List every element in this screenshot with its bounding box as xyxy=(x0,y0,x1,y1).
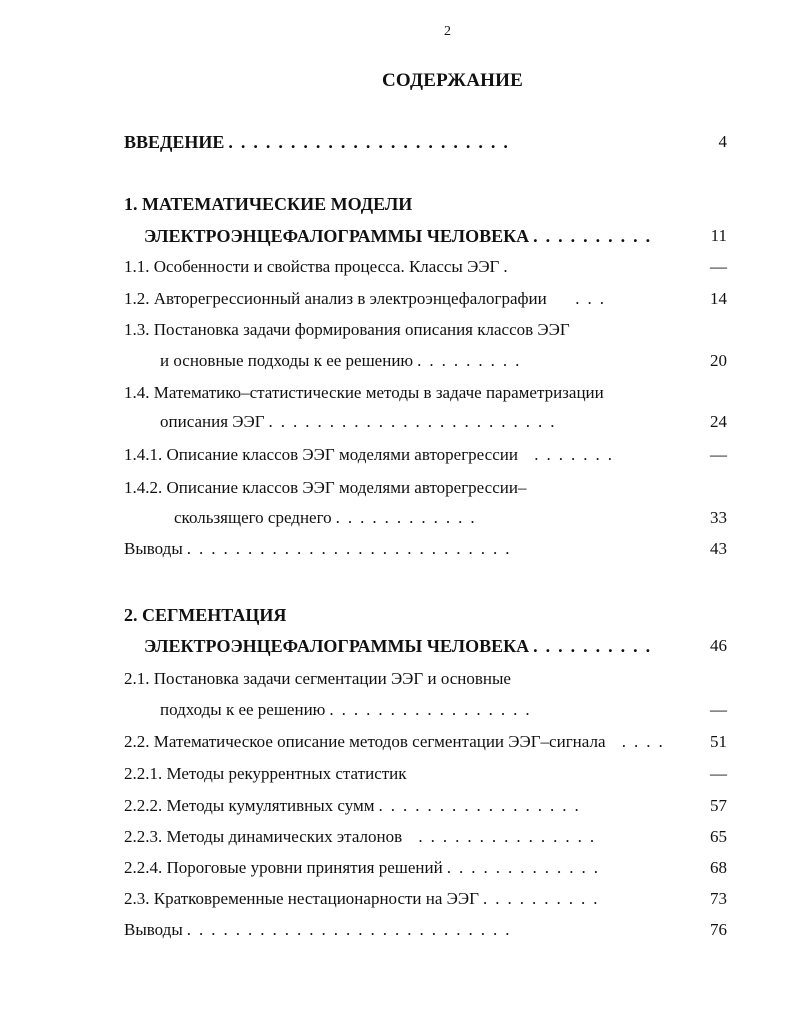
toc-entry-page: — xyxy=(710,700,727,719)
toc-entry-text: 2.2.4. Пороговые уровни принятия решений xyxy=(124,858,443,877)
toc-entry-page: — xyxy=(710,445,727,464)
toc-entry-1-2: 1.2. Авторегрессионный анализ в электроэнцефалографии ... xyxy=(124,289,612,308)
toc-entry-text: 2.2.3. Методы динамических эталонов xyxy=(124,827,403,846)
toc-entry-page: 51 xyxy=(710,732,727,751)
toc-entry-text: 1.2. Авторегрессионный анализ в электроэнцефалографии xyxy=(124,289,547,308)
toc-entry-text: 2. СЕГМЕНТАЦИЯ xyxy=(124,605,287,625)
toc-entry-text: скользящего среднего xyxy=(174,508,332,527)
toc-entry-page: 46 xyxy=(710,636,727,655)
toc-entry-page: 33 xyxy=(710,508,727,527)
toc-entry-page: — xyxy=(710,764,727,783)
toc-entry-text: подходы к ее решению xyxy=(160,700,326,719)
toc-entry-text: 1.3. Постановка задачи формирования описания классов ЭЭГ xyxy=(124,320,570,339)
toc-entry-1-4-2-cont: скользящего среднего ............ xyxy=(174,508,483,527)
toc-entry-text: и основные подходы к ее решению xyxy=(160,351,414,370)
toc-entry-page: 4 xyxy=(718,132,727,151)
toc-entry-text: 1.4.1. Описание классов ЭЭГ моделями авторегрессии xyxy=(124,445,518,464)
toc-entry-text: 1.4. Математико–статистические методы в задаче параметризации xyxy=(124,383,604,402)
toc-entry-1-4-1: 1.4.1. Описание классов ЭЭГ моделями авторегрессии ....... xyxy=(124,445,620,464)
toc-chapter-1-title: ЭЛЕКТРОЭНЦЕФАЛОГРАММЫ ЧЕЛОВЕКА .......... xyxy=(144,226,659,246)
toc-entry-page: 11 xyxy=(710,226,727,245)
toc-entry-text: ВВЕДЕНИЕ xyxy=(124,132,225,152)
toc-entry-page: 73 xyxy=(710,889,727,908)
toc-entry-page: 76 xyxy=(710,920,727,939)
toc-entry-2-2: 2.2. Математическое описание методов сегментации ЭЭГ–сигнала .... xyxy=(124,732,671,751)
toc-entry-text: 1. МАТЕМАТИЧЕСКИЕ МОДЕЛИ xyxy=(124,194,413,214)
toc-entry-conclusions-1: Выводы ........................... xyxy=(124,539,518,558)
toc-entry-text: Выводы xyxy=(124,920,183,939)
toc-entry-1-4-cont: описания ЭЭГ ........................ xyxy=(160,412,563,431)
toc-entry-text: 2.2.2. Методы кумулятивных сумм xyxy=(124,796,375,815)
toc-entry-2-1 xyxy=(124,668,704,690)
toc-entry-1-3 xyxy=(124,319,704,341)
toc-entry-text: 2.2. Математическое описание методов сегментации ЭЭГ–сигнала xyxy=(124,732,606,751)
toc-entry-1-4 xyxy=(124,382,704,404)
toc-entry-2-1-cont: подходы к ее решению ................. xyxy=(160,700,538,719)
toc-entry-1-3-cont: и основные подходы к ее решению ......... xyxy=(160,351,528,370)
toc-entry-page: 57 xyxy=(710,796,727,815)
toc-entry-text: 2.1. Постановка задачи сегментации ЭЭГ и основные xyxy=(124,669,511,688)
toc-entry-2-3: 2.3. Кратковременные нестационарности на ЭЭГ .......... xyxy=(124,889,606,908)
toc-entry-2-2-1 xyxy=(124,763,704,785)
toc-entry-1-4-2 xyxy=(124,477,704,499)
toc-entry-2-2-3: 2.2.3. Методы динамических эталонов ............... xyxy=(124,827,603,846)
toc-entry-page: 20 xyxy=(710,351,727,370)
toc-entry-text: 2.2.1. Методы рекуррентных статистик xyxy=(124,764,407,783)
toc-entry-text: описания ЭЭГ xyxy=(160,412,265,431)
toc-entry-text: 1.4.2. Описание классов ЭЭГ моделями авторегрессии– xyxy=(124,478,527,497)
toc-entry-page: 43 xyxy=(710,539,727,558)
toc-entry-text: ЭЛЕКТРОЭНЦЕФАЛОГРАММЫ ЧЕЛОВЕКА xyxy=(144,636,530,656)
toc-chapter-1-heading xyxy=(124,193,704,215)
page-number: 2 xyxy=(444,24,451,39)
toc-entry-page: 68 xyxy=(710,858,727,877)
toc-entry-text: Выводы xyxy=(124,539,183,558)
toc-entry-page: 65 xyxy=(710,827,727,846)
toc-entry-2-2-4: 2.2.4. Пороговые уровни принятия решений ............. xyxy=(124,858,606,877)
toc-chapter-2-heading xyxy=(124,604,704,626)
toc-entry-page: 14 xyxy=(710,289,727,308)
toc-entry-text: 2.3. Кратковременные нестационарности на ЭЭГ xyxy=(124,889,479,908)
toc-entry-page: 24 xyxy=(710,412,727,431)
toc-entry-1-1: 1.1. Особенности и свойства процесса. Классы ЭЭГ . xyxy=(124,257,516,276)
toc-entry-2-2-2: 2.2.2. Методы кумулятивных сумм ................. xyxy=(124,796,587,815)
toc-entry-text: ЭЛЕКТРОЭНЦЕФАЛОГРАММЫ ЧЕЛОВЕКА xyxy=(144,226,530,246)
toc-entry-text: 1.1. Особенности и свойства процесса. Классы ЭЭГ xyxy=(124,257,500,276)
toc-entry-page: — xyxy=(710,257,727,276)
toc-title: СОДЕРЖАНИЕ xyxy=(382,70,523,91)
toc-entry-introduction: ВВЕДЕНИЕ ....................... xyxy=(124,132,516,152)
toc-chapter-2-title: ЭЛЕКТРОЭНЦЕФАЛОГРАММЫ ЧЕЛОВЕКА .......... xyxy=(144,636,659,656)
toc-entry-conclusions-2: Выводы ........................... xyxy=(124,920,518,939)
